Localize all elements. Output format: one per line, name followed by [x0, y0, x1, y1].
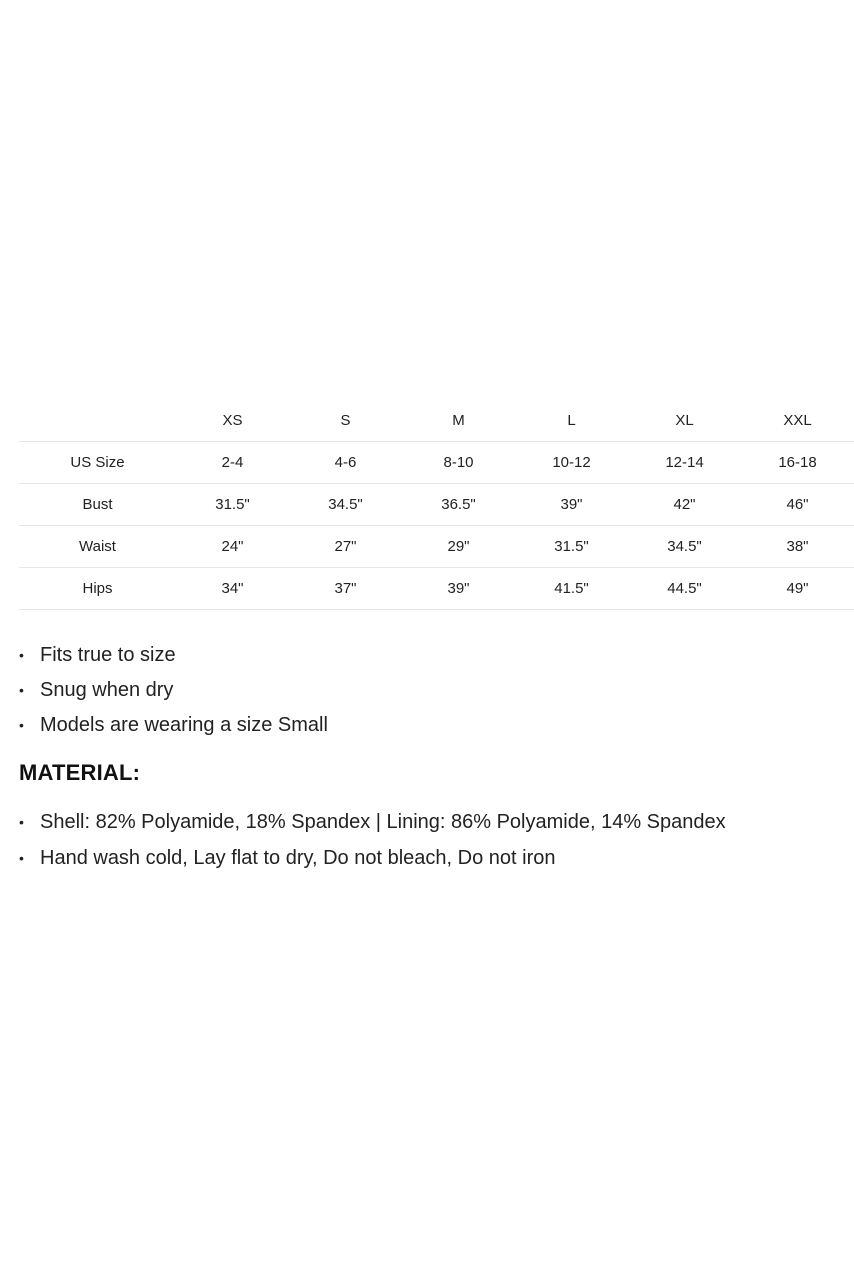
table-cell: 12-14	[628, 442, 741, 484]
size-header-row	[19, 400, 854, 442]
material-item-text: Shell: 82% Polyamide, 18% Spandex | Lining: 86% Polyamide, 14% Spandex	[40, 811, 726, 833]
table-cell: 34.5"	[628, 526, 741, 568]
material-item-text: Hand wash cold, Lay flat to dry, Do not bleach, Do not iron	[40, 847, 556, 869]
table-cell: 36.5"	[402, 484, 515, 526]
table-cell: 39"	[402, 568, 515, 610]
size-header-xs: XS	[176, 400, 289, 442]
row-label: US Size	[19, 442, 176, 484]
fit-notes-list	[19, 638, 328, 743]
row-label: Waist	[19, 526, 176, 568]
list-item	[19, 840, 726, 876]
list-item	[19, 638, 328, 673]
size-header-xxl: XXL	[741, 400, 854, 442]
table-cell: 27"	[289, 526, 402, 568]
bullet-icon: •	[19, 850, 24, 866]
table-row-bust	[19, 484, 854, 526]
size-header-m: M	[402, 400, 515, 442]
table-cell: 46"	[741, 484, 854, 526]
row-label: Bust	[19, 484, 176, 526]
table-cell: 34.5"	[289, 484, 402, 526]
table-cell: 4-6	[289, 442, 402, 484]
table-row-waist	[19, 526, 854, 568]
bullet-icon: •	[19, 814, 24, 830]
table-cell: 38"	[741, 526, 854, 568]
list-item	[19, 708, 328, 743]
table-cell: 42"	[628, 484, 741, 526]
table-cell: 41.5"	[515, 568, 628, 610]
table-cell: 39"	[515, 484, 628, 526]
table-cell: 31.5"	[515, 526, 628, 568]
bullet-icon: •	[19, 717, 24, 733]
material-list	[19, 804, 726, 876]
material-heading: MATERIAL:	[19, 760, 141, 785]
row-label: Hips	[19, 568, 176, 610]
bullet-icon: •	[19, 647, 24, 663]
table-cell: 49"	[741, 568, 854, 610]
size-header-blank	[19, 400, 176, 442]
fit-note-text: Fits true to size	[40, 644, 176, 666]
bullet-icon: •	[19, 682, 24, 698]
list-item	[19, 673, 328, 708]
table-cell: 44.5"	[628, 568, 741, 610]
table-cell: 2-4	[176, 442, 289, 484]
size-header-xl: XL	[628, 400, 741, 442]
table-cell: 29"	[402, 526, 515, 568]
table-cell: 31.5"	[176, 484, 289, 526]
table-cell: 24"	[176, 526, 289, 568]
table-row-us-size	[19, 442, 854, 484]
table-row-hips	[19, 568, 854, 610]
table-cell: 8-10	[402, 442, 515, 484]
table-cell: 16-18	[741, 442, 854, 484]
size-header-l: L	[515, 400, 628, 442]
list-item	[19, 804, 726, 840]
fit-note-text: Models are wearing a size Small	[40, 714, 328, 736]
fit-note-text: Snug when dry	[40, 679, 174, 701]
size-chart-table	[19, 400, 854, 610]
size-header-s: S	[289, 400, 402, 442]
table-cell: 37"	[289, 568, 402, 610]
table-cell: 10-12	[515, 442, 628, 484]
table-cell: 34"	[176, 568, 289, 610]
